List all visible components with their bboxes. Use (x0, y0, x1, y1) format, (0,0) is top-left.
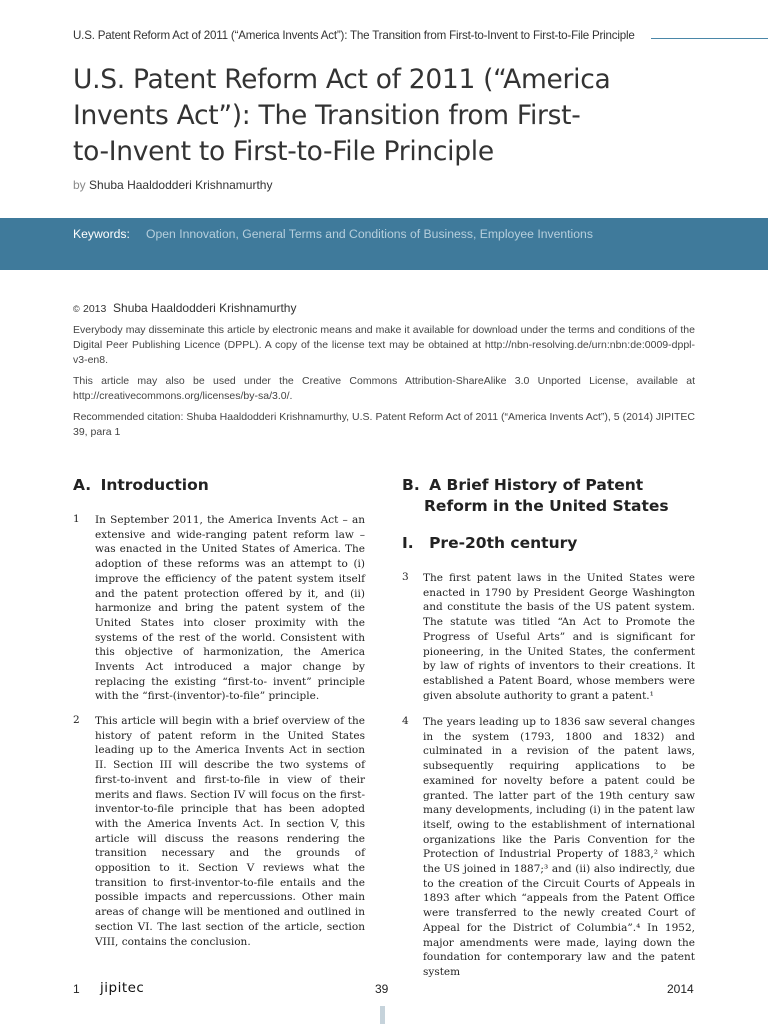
paragraph-number: 1 (73, 513, 80, 525)
section-title-line-1: A Brief History of Patent (429, 476, 644, 494)
copyright-line (73, 301, 296, 315)
copyright-holder: Shuba Haaldodderi Krishnamurthy (113, 301, 297, 315)
byline-by: by (73, 178, 86, 192)
subsection-heading-pre-20th (402, 533, 702, 554)
article-title (73, 62, 673, 170)
copyright-symbol: © (73, 304, 80, 314)
license-cc: This article may also be used under the Creative Commons Attribution-ShareAlike 3.0 Unported License, available at http://creativecommons.org/licenses/by-sa/3.0/. (73, 375, 695, 402)
keywords-band (0, 218, 768, 270)
recommended-citation: Recommended citation: Shuba Haaldodderi Krishnamurthy, U.S. Patent Reform Act of 2011 (“America Invents Act”), 5 (2014) JIPITEC 39, para 1 (73, 411, 695, 438)
paragraph-4: The years leading up to 1836 saw several changes in the system (1793, 1800 and 1832) and culminated in a revision of the patent laws, subsequently requiring applications to be examined for novelty before a patent could be granted. The latter part of the 19th century saw many developments, including (i) in the patent law itself, owing to the establishment of international organizations like the Paris Convention for the Protection of Industrial Property of 1883,² which the US joined in 1887;³ and (ii) also indirectly, due to the creation of the Circuit Courts of Appeals in 1893 after which “appeals from the Patent Office were transferred to the newly created Court of Appeal for the District of Columbia”.⁴ In 1952, major amendments were made, laying down the foundation for contemporary law and the patent system (423, 716, 695, 978)
footer-page-number: 1 (73, 982, 80, 996)
paragraph-number: 4 (402, 715, 409, 727)
footer-journal-page: 39 (375, 982, 389, 996)
title-line-2: Invents Act”): The Transition from First- (73, 100, 581, 131)
subsection-number: I. (402, 534, 414, 552)
paragraph-2: This article will begin with a brief overview of the history of patent reform in the United States leading up to the America Invents Act in section II. Section III will describe the two systems of first-to-invent and first-to-file in view of their merits and flaws. Section IV will focus on the first-inventor-to-file principle that has been adopted with the America Invents Act. In section V, this article will discuss the reasons rendering the transition necessary and the grounds of opposition to it. Section V reviews what the transition to first-inventor-to-file entails and the possible impacts and repercussions. Other main areas of change will be mentioned and outlined in section VI. The last section of the article, section VIII, contains the conclusion. (95, 715, 365, 948)
keywords-value: Open Innovation, General Terms and Conditions of Business, Employee Inventions (146, 227, 593, 241)
title-line-3: to-Invent to First-to-File Principle (73, 136, 494, 167)
paragraph-1: In September 2011, the America Invents Act – an extensive and wide-ranging patent reform law – was enacted in the United States of America. The adoption of these reforms was an attempt to (i) improve the efficiency of the patent system itself and the patent protection offered by it, and (ii) harmonize and bring the patent system of the United States into closer proximity with the systems of the rest of the world. Consistent with this objective of harmonization, the America Invents Act introduced a major change by replacing the existing “first-to- invent” principle with the “first-(inventor)-to-file” principle. (95, 514, 365, 703)
section-title-line-2: Reform in the United States (424, 497, 669, 515)
title-line-1: U.S. Patent Reform Act of 2011 (“America (73, 64, 611, 95)
paragraph-number: 3 (402, 571, 409, 583)
section-number: B. (402, 476, 420, 494)
license-dppl: Everybody may disseminate this article by electronic means and make it available for download under the terms and conditions of the Digital Peer Publishing Licence (DPPL). A copy of the license text may be obtained at http://nbn-resolving.de/urn:nbn:de:0009-dppl-v3-en8. (73, 324, 695, 366)
subsection-title: Pre-20th century (429, 534, 578, 552)
paragraph-number: 2 (73, 714, 80, 726)
jipitec-logo: jipitec (100, 980, 145, 996)
byline-author: Shuba Haaldodderi Krishnamurthy (89, 178, 273, 192)
section-heading-introduction (73, 475, 373, 496)
keywords-label: Keywords: (73, 227, 130, 241)
section-heading-history (402, 475, 702, 517)
running-header: U.S. Patent Reform Act of 2011 (“America Invents Act”): The Transition from First-to-Invent to First-to-File Principle (73, 29, 635, 42)
footer-tab-marker (380, 1006, 385, 1024)
byline (73, 178, 272, 192)
section-title: Introduction (100, 476, 209, 494)
paragraph-3: The first patent laws in the United States were enacted in 1790 by President George Washington and constitute the basis of the US patent system. The statute was titled “An Act to Promote the Progress of Useful Arts” and is significant for pioneering, in the United States, the conferment by law of rights of inventors to their creations. It established a Patent Board, whose members were given absolute authority to grant a patent.¹ (423, 572, 695, 702)
header-rule (651, 38, 768, 39)
footer-year: 2014 (667, 982, 694, 996)
section-number: A. (73, 476, 92, 494)
copyright-year: 2013 (82, 303, 107, 315)
